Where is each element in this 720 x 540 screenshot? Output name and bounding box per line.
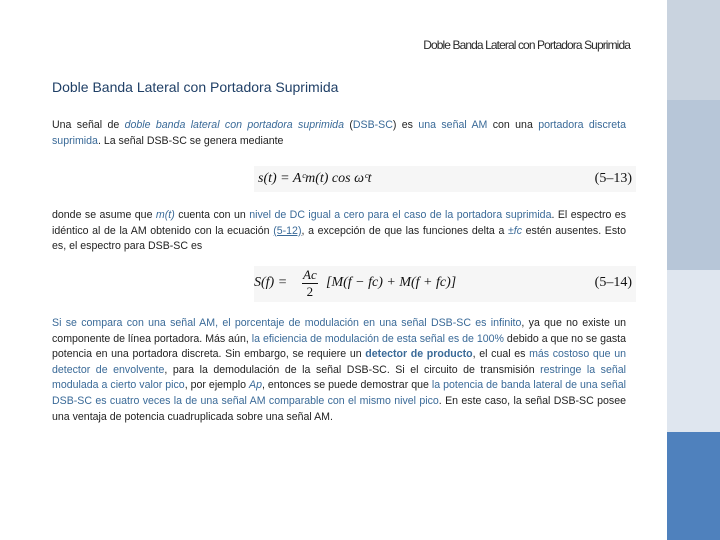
text: , el cual es bbox=[472, 348, 530, 361]
equation-5-13 bbox=[254, 166, 636, 192]
term: la potencia de banda lateral de una señal DSB-SC es cuatro veces la de una señal AM comparable con el mismo nivel pico bbox=[52, 379, 627, 407]
text: . En este caso, la señal DSB-SC posee una ventaja de potencia cuadruplicada sobre una señal AM. bbox=[52, 394, 626, 423]
text: Una señal de bbox=[52, 119, 125, 131]
paragraph-spectrum bbox=[52, 208, 626, 255]
sidebar-block bbox=[667, 432, 720, 540]
text: estén ausentes. Esto es, el espectro para DSB-SC es bbox=[52, 224, 626, 253]
text: , para la demodulación de la señal DSB-SC. Si el circuito de transmisión bbox=[164, 363, 541, 376]
term: portadora discreta suprimida bbox=[52, 119, 627, 147]
equation-lhs: S(f) = bbox=[254, 275, 288, 290]
text: , ya que no existe un componente de línea portadora. Más aún, bbox=[52, 317, 626, 345]
text: , a excepción de que las funciones delta a bbox=[301, 224, 508, 237]
text: . La señal DSB-SC se genera mediante bbox=[97, 134, 284, 147]
term: nivel de DC igual a cero para el caso de la portadora suprimida bbox=[249, 209, 552, 221]
text: ( bbox=[343, 119, 353, 131]
term: ±fc bbox=[507, 224, 523, 237]
term: una señal AM bbox=[418, 119, 488, 131]
equation-number: (5–14) bbox=[594, 275, 632, 290]
fraction-numerator: Ac bbox=[303, 267, 317, 282]
text: debido a que no se gasta potencia en una portadora discreta. Sin embargo, se requiere un bbox=[52, 332, 626, 361]
equation-fraction bbox=[302, 267, 318, 300]
term: detector de producto bbox=[365, 348, 473, 361]
term: Si se compara con una señal AM, el porcentaje de modulación en una señal DSB-SC es infinito bbox=[52, 317, 522, 329]
text: , por ejemplo bbox=[184, 379, 250, 392]
text: cuenta con un bbox=[174, 209, 250, 221]
paragraph-comparison bbox=[52, 316, 626, 425]
term: la eficiencia de modulación de esta señal es de 100% bbox=[251, 332, 504, 345]
sidebar-block bbox=[667, 0, 720, 100]
text: ) es bbox=[392, 119, 419, 131]
fraction-denominator: 2 bbox=[306, 284, 314, 299]
term: restringe la señal modulada a cierto valor pico bbox=[52, 363, 626, 392]
term: DSB-SC bbox=[352, 119, 393, 131]
sidebar-decoration bbox=[667, 0, 720, 540]
term: más costoso que un detector de envolvente bbox=[52, 348, 626, 376]
paragraph-intro bbox=[52, 118, 626, 149]
text: . El espectro es idéntico al de la AM obtenido con la ecuación bbox=[52, 209, 626, 237]
slide-title: Doble Banda Lateral con Portadora Suprimida bbox=[423, 38, 630, 52]
text: con una bbox=[487, 119, 539, 131]
term: doble banda lateral con portadora suprimida bbox=[124, 119, 344, 131]
equation-number: (5–13) bbox=[594, 171, 632, 186]
sidebar-block bbox=[667, 270, 720, 432]
text: donde se asume que bbox=[52, 209, 156, 221]
equation-rhs: [M(f − fc) + M(f + fc)] bbox=[326, 275, 457, 290]
text: , entonces se puede demostrar que bbox=[261, 379, 432, 392]
equation-expression: s(t) = Aᶜm(t) cos ωᶜt bbox=[258, 171, 372, 186]
equation-link[interactable]: (5-12) bbox=[273, 224, 302, 237]
section-heading: Doble Banda Lateral con Portadora Suprimida bbox=[52, 79, 339, 95]
term: m(t) bbox=[155, 209, 175, 221]
term: Ap bbox=[249, 379, 262, 392]
sidebar-block bbox=[667, 100, 720, 270]
equation-5-14 bbox=[254, 266, 636, 302]
